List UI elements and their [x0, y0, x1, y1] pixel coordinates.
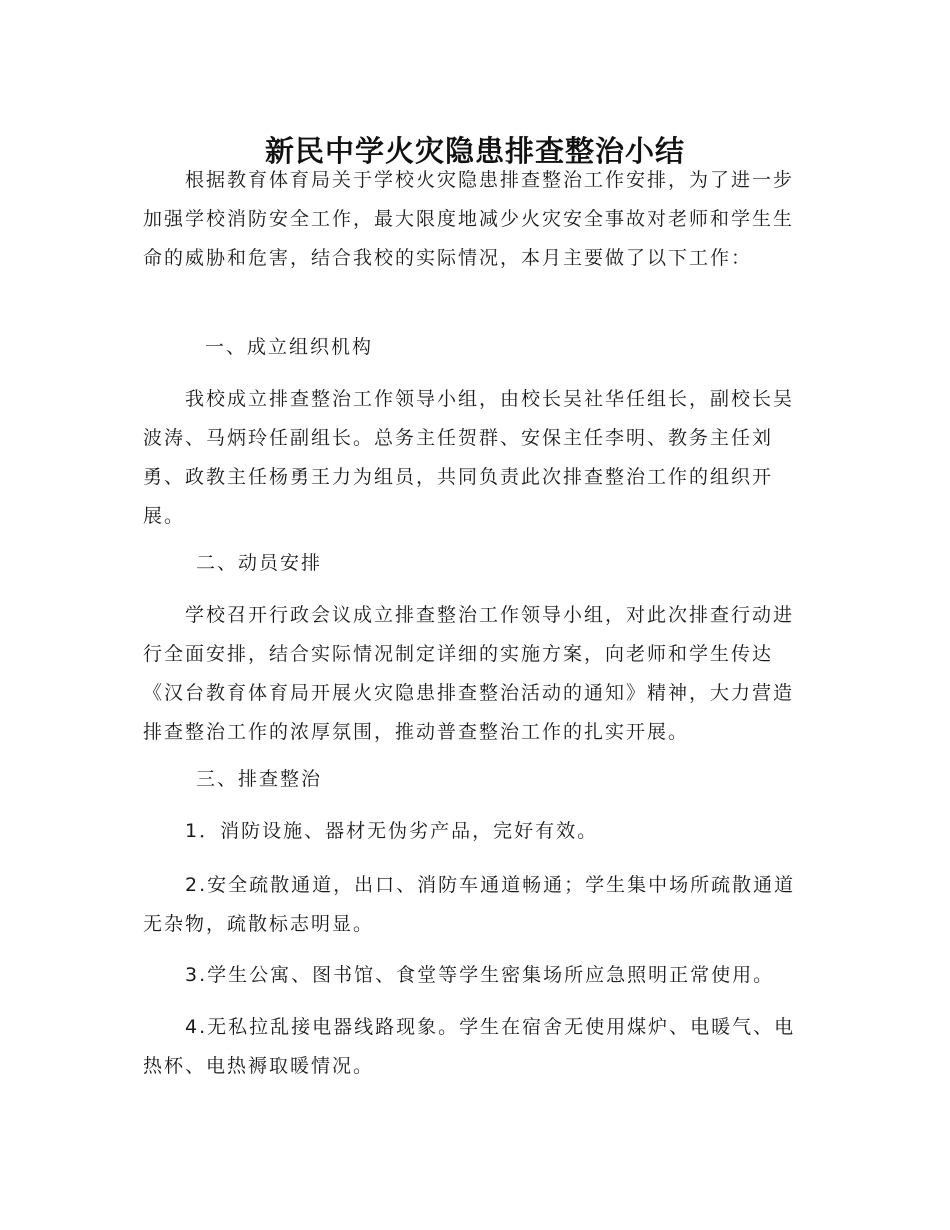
section-1-body: 我校成立排查整治工作领导小组，由校长吴社华任组长，副校长吴波涛、马炳玲任副组长。总务主任贺群、安保主任李明、教务主任刘勇、政教主任杨勇王力为组员，共同负责此次排查整治工作的组织开展。 [143, 388, 795, 527]
section-3-item-4: 4.无私拉乱接电器线路现象。学生在宿舍无使用煤炉、电暖气、电热杯、电热褥取暖情况。 [143, 1016, 796, 1077]
section-3-item-3: 3.学生公寓、图书馆、食堂等学生密集场所应急照明正常使用。 [185, 964, 775, 986]
section-3-item-1: 1．消防设施、器材无伪劣产品，完好有效。 [185, 820, 599, 842]
section-3-item-2: 2.安全疏散通道，出口、消防车通道畅通；学生集中场所疏散通道无杂物，疏散标志明显。 [143, 874, 796, 935]
section-1-heading: 一、成立组织机构 [205, 336, 374, 358]
section-2-body: 学校召开行政会议成立排查整治工作领导小组，对此次排查行动进行全面安排，结合实际情况制定详细的实施方案，向老师和学生传达《汉台教育体育局开展火灾隐患排查整治活动的通知》精神，大力营造排查整治工作的浓厚氛围，推动普查整治工作的扎实开展。 [143, 604, 795, 743]
document-title: 新民中学火灾隐患排查整治小结 [264, 134, 685, 169]
section-2-heading: 二、动员安排 [196, 552, 323, 574]
section-3-heading: 三、排查整治 [196, 768, 323, 790]
intro-paragraph: 根据教育体育局关于学校火灾隐患排查整治工作安排，为了进一步加强学校消防安全工作，最大限度地减少火灾安全事故对老师和学生生命的威胁和危害，结合我校的实际情况，本月主要做了以下工作： [143, 169, 795, 269]
